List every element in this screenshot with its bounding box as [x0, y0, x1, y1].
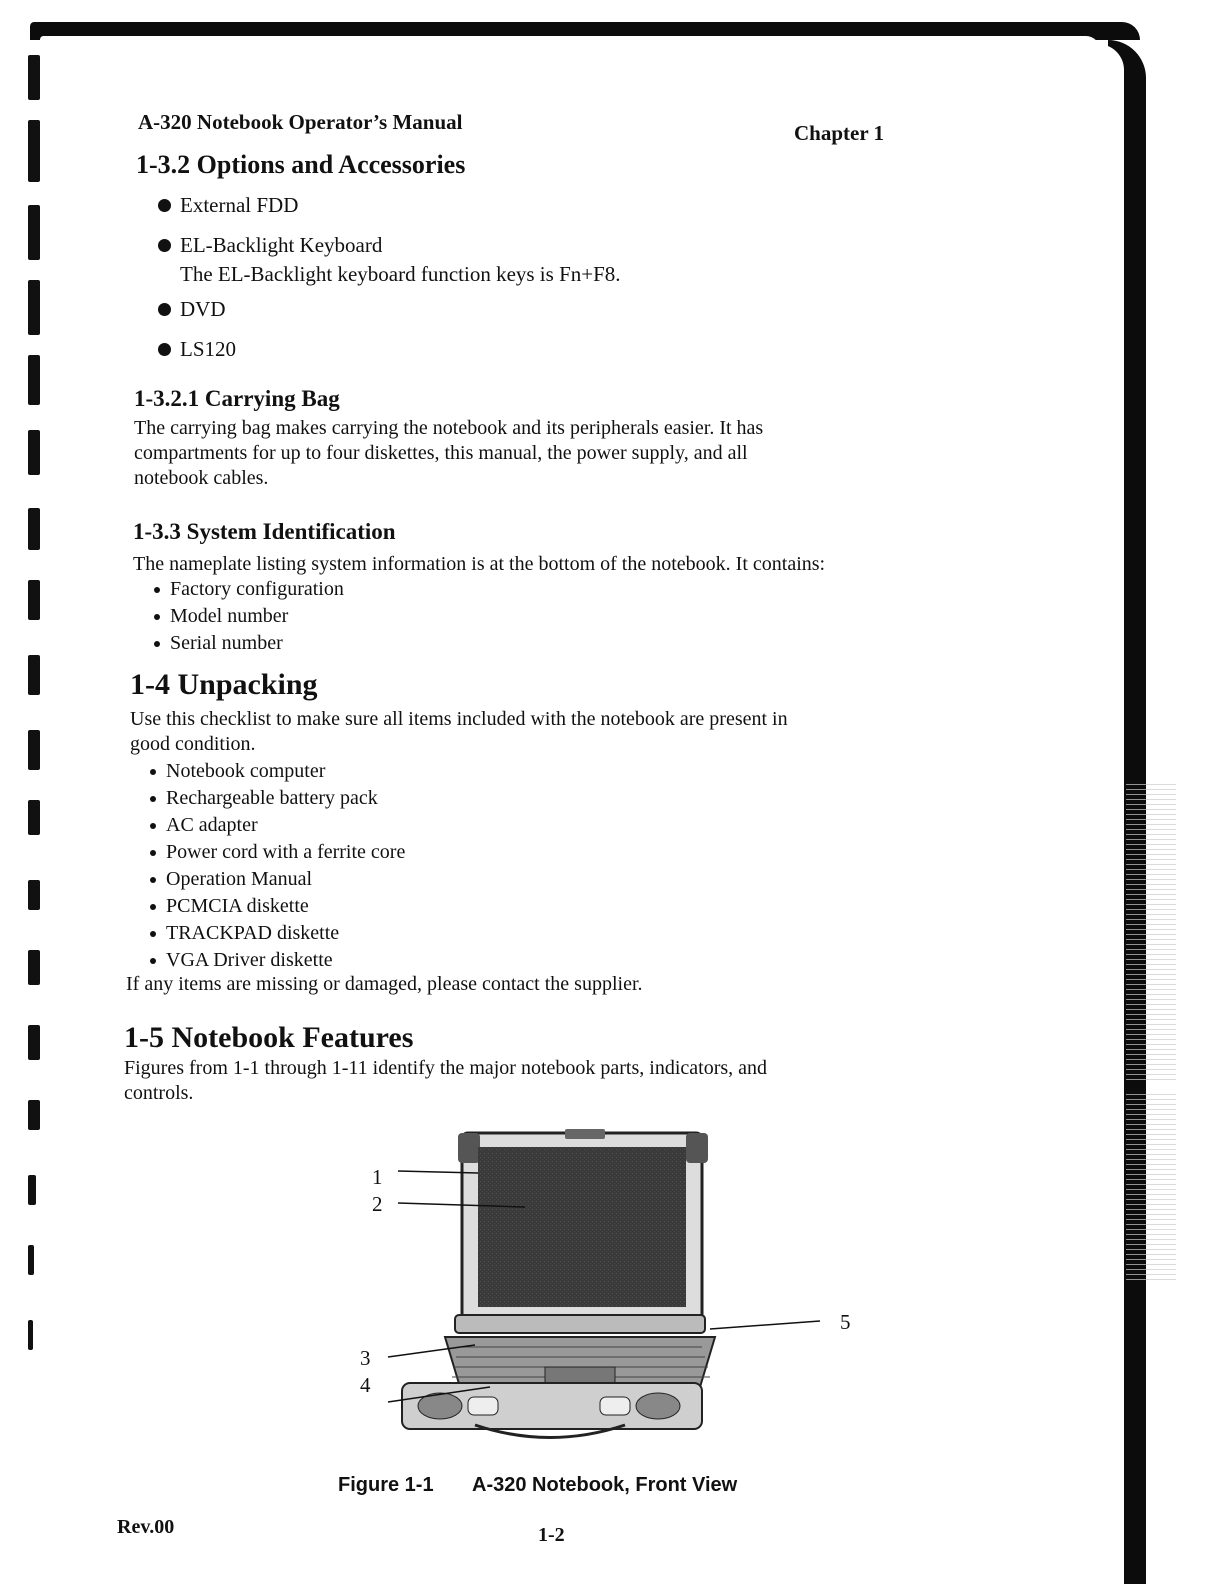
list-item: AC adapter	[148, 812, 405, 839]
callout-label: 5	[840, 1310, 851, 1334]
list-item: Operation Manual	[148, 866, 405, 893]
unpacking-checklist	[148, 758, 405, 974]
bullet-icon	[150, 931, 156, 937]
carrying-bag-heading: 1-3.2.1 Carrying Bag	[134, 386, 340, 411]
list-item: Model number	[152, 603, 344, 630]
options-heading: 1-3.2 Options and Accessories	[136, 150, 466, 179]
bullet-icon	[150, 958, 156, 964]
list-item: Rechargeable battery pack	[148, 785, 405, 812]
bullet-icon	[150, 823, 156, 829]
callout-label: 3	[360, 1346, 371, 1370]
bullet-icon	[158, 199, 171, 212]
list-item: PCMCIA diskette	[148, 893, 405, 920]
system-id-list	[152, 576, 344, 657]
bullet-icon	[154, 614, 160, 620]
bullet-icon	[150, 904, 156, 910]
unpacking-closing: If any items are missing or damaged, please contact the supplier.	[126, 973, 643, 995]
list-item-note: The EL-Backlight keyboard function keys is Fn+F8.	[180, 262, 621, 286]
bullet-icon	[150, 877, 156, 883]
figure-title: A-320 Notebook, Front View	[472, 1474, 738, 1496]
bullet-icon	[150, 850, 156, 856]
features-paragraph: Figures from 1-1 through 1-11 identify the major notebook parts, indicators, and controls.	[124, 1057, 768, 1104]
callout-label: 1	[372, 1165, 383, 1189]
options-list	[158, 193, 621, 377]
scan-noise	[1126, 780, 1176, 1080]
list-item: EL-Backlight Keyboard The EL-Backlight keyboard function keys is Fn+F8.	[158, 233, 621, 297]
list-item: VGA Driver diskette	[148, 947, 405, 974]
notebook-illustration	[380, 1125, 860, 1455]
unpacking-heading: 1-4 Unpacking	[130, 668, 318, 701]
callout-label: 2	[372, 1192, 383, 1216]
features-heading: 1-5 Notebook Features	[124, 1021, 414, 1054]
list-item: LS120	[158, 337, 621, 377]
scan-border-top-inner	[40, 36, 1100, 50]
scan-noise	[1126, 1090, 1176, 1280]
scan-border-right-inner	[1098, 44, 1124, 1584]
revision-label: Rev.00	[117, 1516, 175, 1538]
page-number: 1-2	[538, 1524, 565, 1546]
bullet-icon	[154, 587, 160, 593]
chapter-label: Chapter 1	[794, 121, 885, 145]
bullet-icon	[158, 343, 171, 356]
list-item: Power cord with a ferrite core	[148, 839, 405, 866]
carrying-bag-paragraph: The carrying bag makes carrying the notebook and its peripherals easier. It has compartments for up to four diskettes, this manual, the power supply, and all notebook cables.	[134, 417, 764, 489]
bullet-icon	[158, 239, 171, 252]
list-item: Serial number	[152, 630, 344, 657]
system-id-intro: The nameplate listing system information is at the bottom of the notebook. It contains:	[133, 553, 826, 575]
list-item: Factory configuration	[152, 576, 344, 603]
list-item: Notebook computer	[148, 758, 405, 785]
list-item: TRACKPAD diskette	[148, 920, 405, 947]
figure-caption	[338, 1474, 737, 1497]
figure-number: Figure 1-1	[338, 1474, 434, 1496]
system-id-heading: 1-3.3 System Identification	[133, 519, 396, 544]
callout-label: 4	[360, 1373, 371, 1397]
bullet-icon	[154, 641, 160, 647]
list-item: External FDD	[158, 193, 621, 233]
manual-title: A-320 Notebook Operator’s Manual	[138, 110, 463, 134]
bullet-icon	[158, 303, 171, 316]
bullet-icon	[150, 796, 156, 802]
unpacking-paragraph: Use this checklist to make sure all items included with the notebook are present in good condition.	[130, 708, 788, 755]
list-item: DVD	[158, 297, 621, 337]
bullet-icon	[150, 769, 156, 775]
